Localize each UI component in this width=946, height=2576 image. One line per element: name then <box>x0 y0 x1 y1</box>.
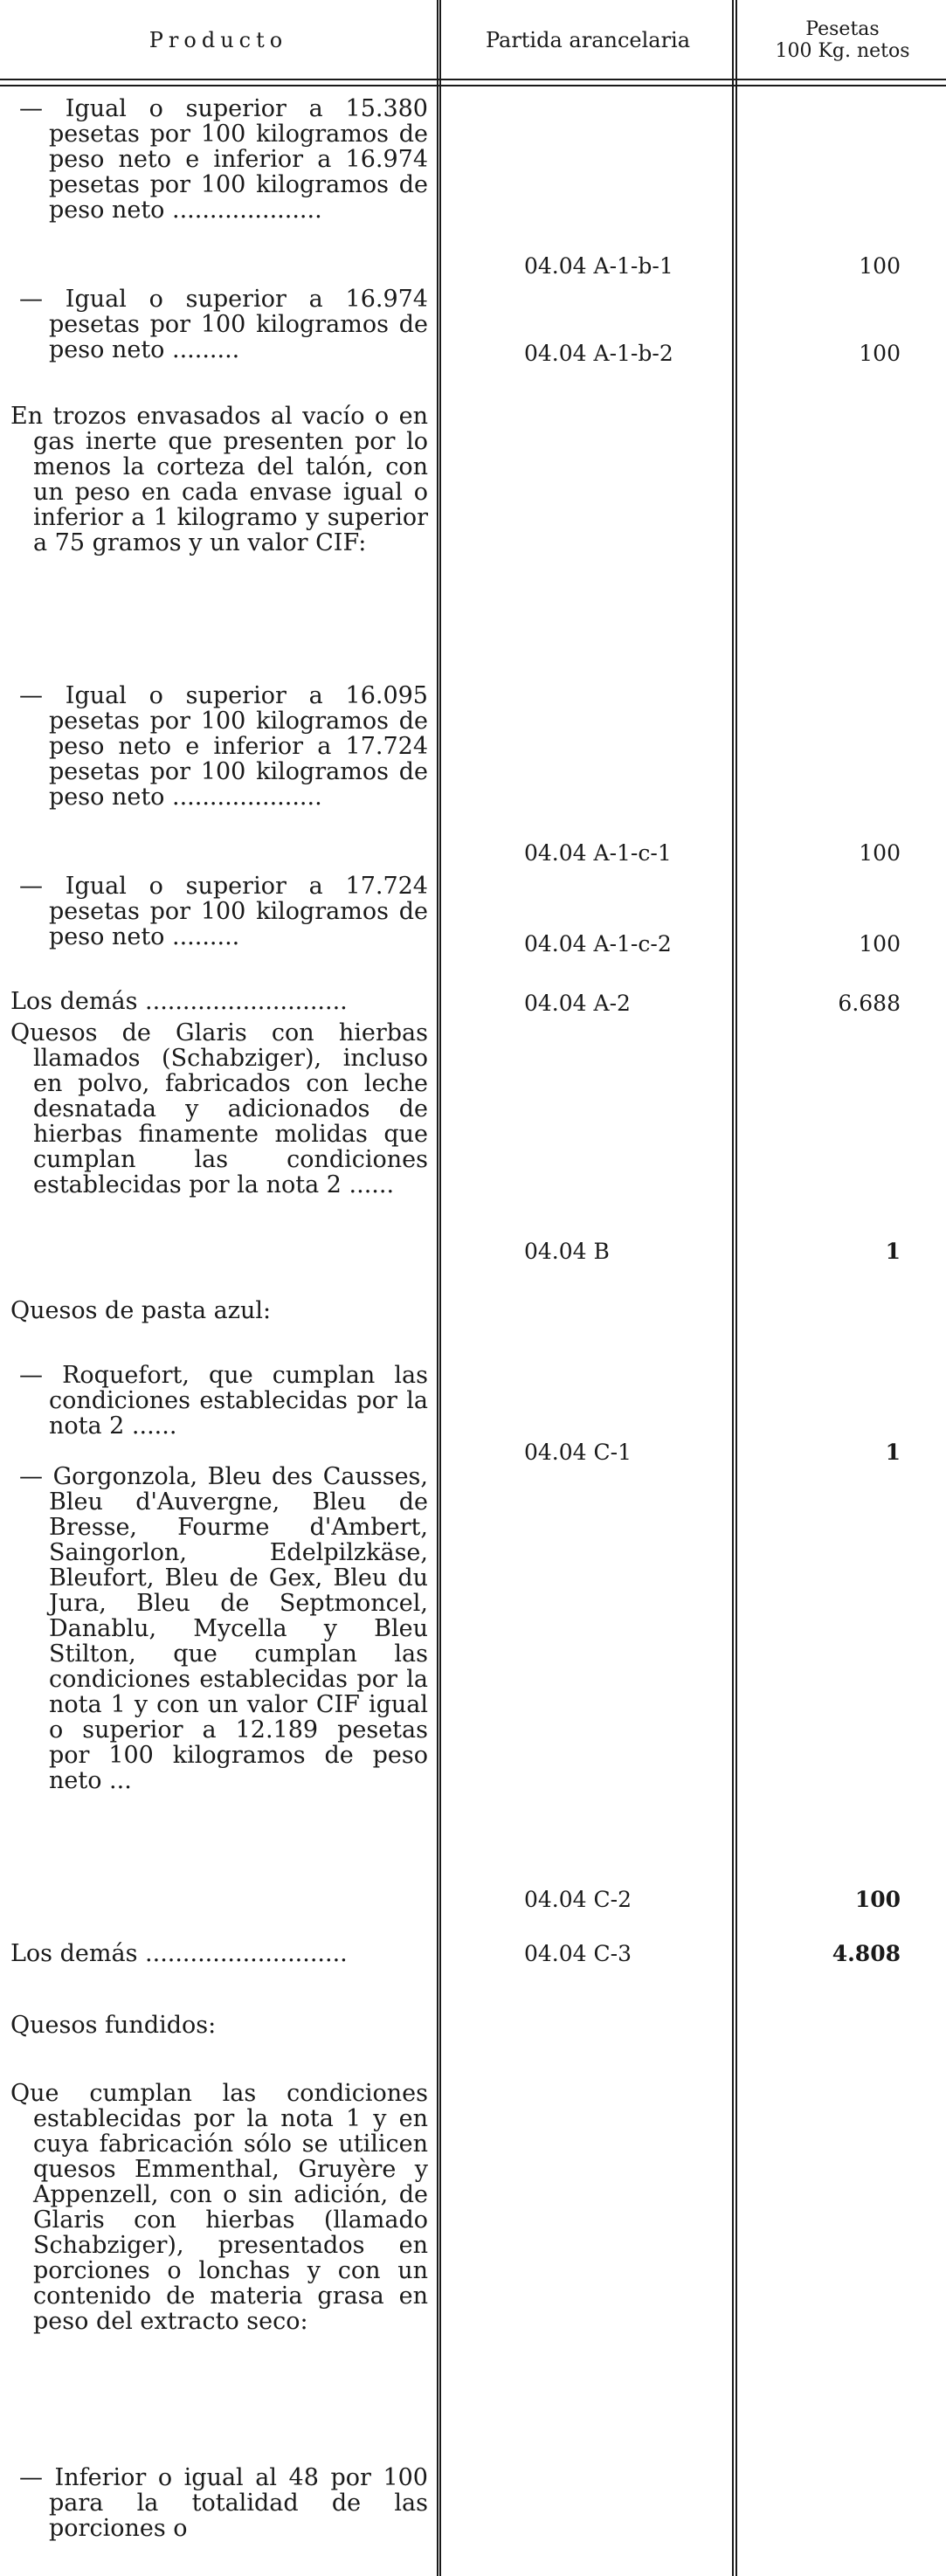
row-r8-text: — Gorgonzola, Bleu des Causses, Bleu d'Auvergne, Bleu de Bresse, Fourme d'Ambert, Saingorlon, Edelpilzkäse, Bleufort, Bleu de Gex, Bleu du Jura, Bleu de Septmoncel, Danablu, Mycella y Bleu Stilton, que cumplan las condiciones establecidas por la nota 1 y con un valor CIF igual o superior a 12.189 pesetas por 100 kilogramos de peso neto ... <box>19 1463 428 1794</box>
row-r9-pesetas: 4.808 <box>832 1941 901 1966</box>
row-r6-pesetas: 1 <box>885 1239 901 1264</box>
row-r6-text: Quesos de Glaris con hierbas llamados (Schabziger), incluso en polvo, fabricados con leche desnatada y adicionados de hierbas finamente molidas que cumplan las condiciones establecidas por la nota 2 ...... <box>10 1019 428 1198</box>
row-r1-pesetas: 100 <box>859 253 901 279</box>
product-paragraph <box>10 404 428 556</box>
row-r4-text: — Igual o superior a 17.724 pesetas por 100 kilogramos de peso neto ......... <box>19 873 428 950</box>
row-r6-partida: 04.04 B <box>524 1239 610 1264</box>
row-r3-pesetas: 100 <box>859 840 901 866</box>
row-r4-pesetas: 100 <box>859 931 901 957</box>
row-r5-pesetas: 6.688 <box>838 991 901 1016</box>
product-text <box>10 683 428 810</box>
paragraph-p4: Que cumplan las condiciones establecidas por la nota 1 y en cuya fabricación sólo se utilicen quesos Emmenthal, Gruyère y Appenzell, con o sin adición, de Glaris con hierbas (llamado Schabziger), presentados en porciones o lonchas y con un contenido de materia grasa en peso del extracto seco: <box>10 2080 428 2335</box>
paragraph-p2: Quesos de pasta azul: <box>10 1297 272 1324</box>
row-r2-partida: 04.04 A-1-b-2 <box>524 341 673 366</box>
row-r7-partida: 04.04 C-1 <box>524 1440 632 1465</box>
header-pesetas <box>739 0 946 80</box>
product-text <box>10 874 428 950</box>
row-r9-partida: 04.04 C-3 <box>524 1941 632 1966</box>
column-divider-2b <box>735 0 737 2576</box>
product-text <box>10 2465 428 2541</box>
product-text <box>10 96 428 223</box>
row-r1-partida: 04.04 A-1-b-1 <box>524 253 673 279</box>
row-r3-text: — Igual o superior a 16.095 pesetas por 100 kilogramos de peso neto e inferior a 17.724 pesetas por 100 kilogramos de peso neto .................... <box>19 682 428 811</box>
row-r7-text: — Roquefort, que cumplan las condiciones establecidas por la nota 2 ...... <box>19 1362 428 1440</box>
row-r9-text: Los demás ........................... <box>10 1940 348 1967</box>
row-r5-partida: 04.04 A-2 <box>524 991 631 1016</box>
product-paragraph <box>10 2013 428 2038</box>
row-r7-pesetas: 1 <box>885 1440 901 1465</box>
paragraph-p3: Quesos fundidos: <box>10 2012 217 2039</box>
product-paragraph <box>10 2081 428 2334</box>
column-divider-1b <box>439 0 446 2576</box>
product-paragraph <box>10 1298 428 1323</box>
row-r4-partida: 04.04 A-1-c-2 <box>524 931 672 957</box>
row-r3-partida: 04.04 A-1-c-1 <box>524 840 672 866</box>
row-r2-text: — Igual o superior a 16.974 pesetas por 100 kilogramos de peso neto ......... <box>19 286 428 363</box>
product-text <box>10 1941 428 1966</box>
header-pesetas-line2: 100 Kg. netos <box>775 40 910 62</box>
product-text <box>10 1464 428 1793</box>
row-r8-pesetas: 100 <box>854 1887 901 1912</box>
paragraph-p1: En trozos envasados al vacío o en gas inerte que presenten por lo menos la corteza del talón, con un peso en cada envase igual o inferior a 1 kilogramo y superior a 75 gramos y un valor CIF: <box>10 403 428 556</box>
header-pesetas-line1: Pesetas <box>805 18 880 40</box>
row-r1-text: — Igual o superior a 15.380 pesetas por 100 kilogramos de peso neto e inferior a 16.974 pesetas por 100 kilogramos de peso neto .................... <box>19 95 428 224</box>
row-r5-text: Los demás ........................... <box>10 988 348 1015</box>
paragraph-p5: — Inferior o igual al 48 por 100 para la totalidad de las porciones o <box>19 2464 428 2542</box>
header-rule <box>0 79 946 86</box>
column-divider-2 <box>732 0 734 2576</box>
row-r8-partida: 04.04 C-2 <box>524 1887 632 1912</box>
product-text <box>10 1363 428 1439</box>
product-text <box>10 989 428 1014</box>
row-r2-pesetas: 100 <box>859 341 901 366</box>
column-divider-1 <box>437 0 438 2576</box>
product-text <box>10 1020 428 1198</box>
product-text <box>10 287 428 363</box>
header-partida: Partida arancelaria <box>485 28 691 52</box>
header-producto: Producto <box>148 28 288 52</box>
